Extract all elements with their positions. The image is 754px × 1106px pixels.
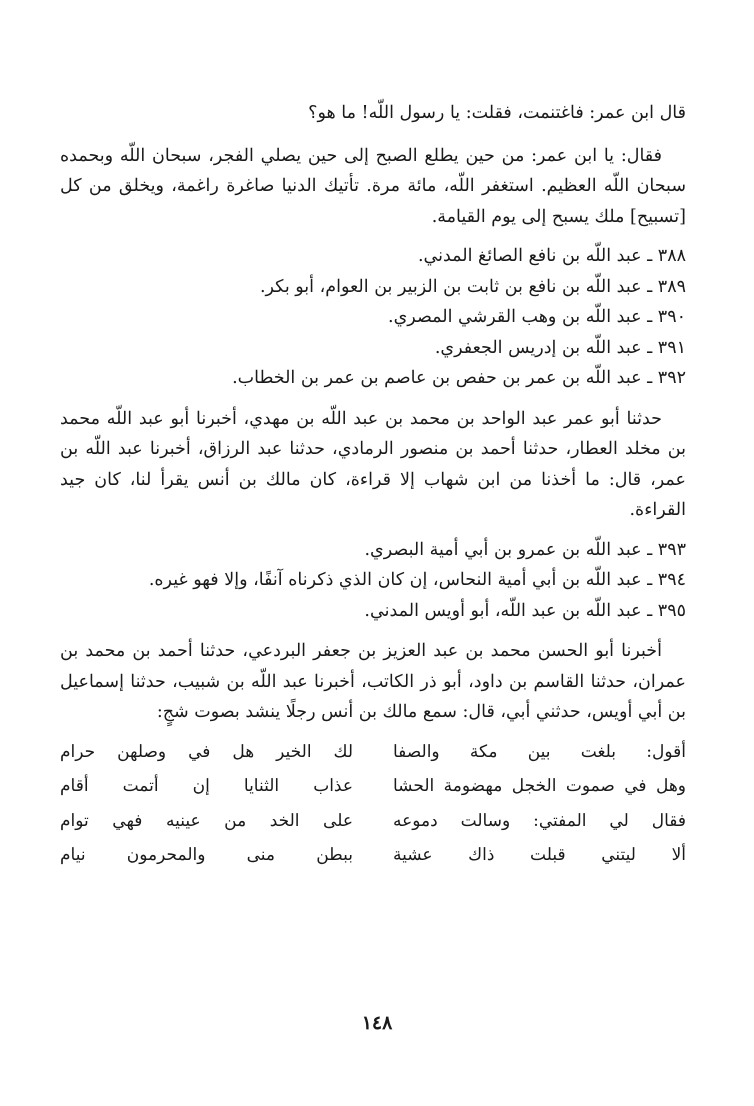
verse-1-second-hemistich: لك الخير هل في وصلهن حرام: [60, 741, 353, 762]
entry-390: ٣٩٠ ـ عبد اللّه بن وهب القرشي المصري.: [388, 307, 686, 327]
verse-4-second-hemistich: ببطن منى والمحرمون نيام: [60, 845, 353, 865]
entry-389: ٣٨٩ ـ عبد اللّه بن نافع بن ثابت بن الزبير بن العوام، أبو بكر.: [259, 276, 686, 297]
paragraph-opening: قال ابن عمر: فاغتنمت، فقلت: يا رسول اللّه! ما هو؟: [308, 103, 686, 123]
entry-391: ٣٩١ ـ عبد اللّه بن إدريس الجعفري.: [434, 337, 686, 358]
entry-394: ٣٩٤ ـ عبد اللّه بن أبي أمية النحاس، إن كان الذي ذكرناه آنفًا، وإلا فهو غيره.: [148, 570, 686, 590]
verse-1-first-hemistich: أقول: بلغت بين مكة والصفا: [393, 741, 686, 762]
page-body: [60, 98, 686, 871]
paragraph-hadith: فقال: يا ابن عمر: من حين يطلع الصبح إلى حين يصلي الفجر، سبحان اللّه وبحمده سبحان اللّه العظيم. استغفر اللّه، مائة مرة. تأتيك الدنيا صاغرة راغمة، ويخلق من كل [تسبيح] ملك يسبح إلى يوم القيامة.: [60, 145, 686, 227]
poem: [60, 737, 686, 871]
entry-392: ٣٩٢ ـ عبد اللّه بن عمر بن حفص بن عاصم بن عمر بن الخطاب.: [232, 368, 686, 388]
paragraph-isnad-bardai: أخبرنا أبو الحسن محمد بن عبد العزيز بن جعفر البردعي، حدثنا أحمد بن محمد بن عمران، حدثنا القاسم بن داود، أبو ذر الكاتب، أخبرنا عبد اللّه بن شبيب، حدثنا إسماعيل بن أبي أويس، حدثني أبي، قال: سمع مالك بن أنس رجلًا ينشد بصوت شجٍ:: [60, 641, 686, 722]
entry-395: ٣٩٥ ـ عبد اللّه بن عبد اللّه، أبو أويس المدني.: [364, 600, 686, 621]
entry-388: ٣٨٨ ـ عبد اللّه بن نافع الصائغ المدني.: [417, 246, 686, 266]
entry-393: ٣٩٣ ـ عبد اللّه بن عمرو بن أبي أمية البصري.: [364, 539, 686, 560]
verse-2-first-hemistich: وهل في صموت الخجل مهضومة الحشا: [393, 776, 686, 796]
entries-group-a: [60, 241, 686, 394]
verse-4-first-hemistich: ألا ليتني قبلت ذاك عشية: [393, 845, 686, 865]
verse-3-second-hemistich: على الخد من عينيه فهي توام: [60, 810, 353, 831]
verse-2-second-hemistich: عذاب الثنايا إن أتمت أقام: [60, 776, 353, 796]
page-number: ١٤٨: [361, 1012, 393, 1034]
verse-3-first-hemistich: فقال لي المفتي: وسالت دموعه: [393, 810, 686, 831]
entries-group-b: [60, 535, 686, 627]
paragraph-isnad-ibn-mahdi: حدثنا أبو عمر عبد الواحد بن محمد بن عبد اللّه بن مهدي، أخبرنا أبو عبد اللّه محمد بن مخلد العطار، حدثنا أحمد بن منصور الرمادي، حدثنا عبد الرزاق، أخبرنا عبد اللّه بن عمر، قال: ما أخذنا من ابن شهاب إلا قراءة، كان مالك بن أنس يقرأ لنا، كان جيد القراءة.: [60, 408, 686, 520]
